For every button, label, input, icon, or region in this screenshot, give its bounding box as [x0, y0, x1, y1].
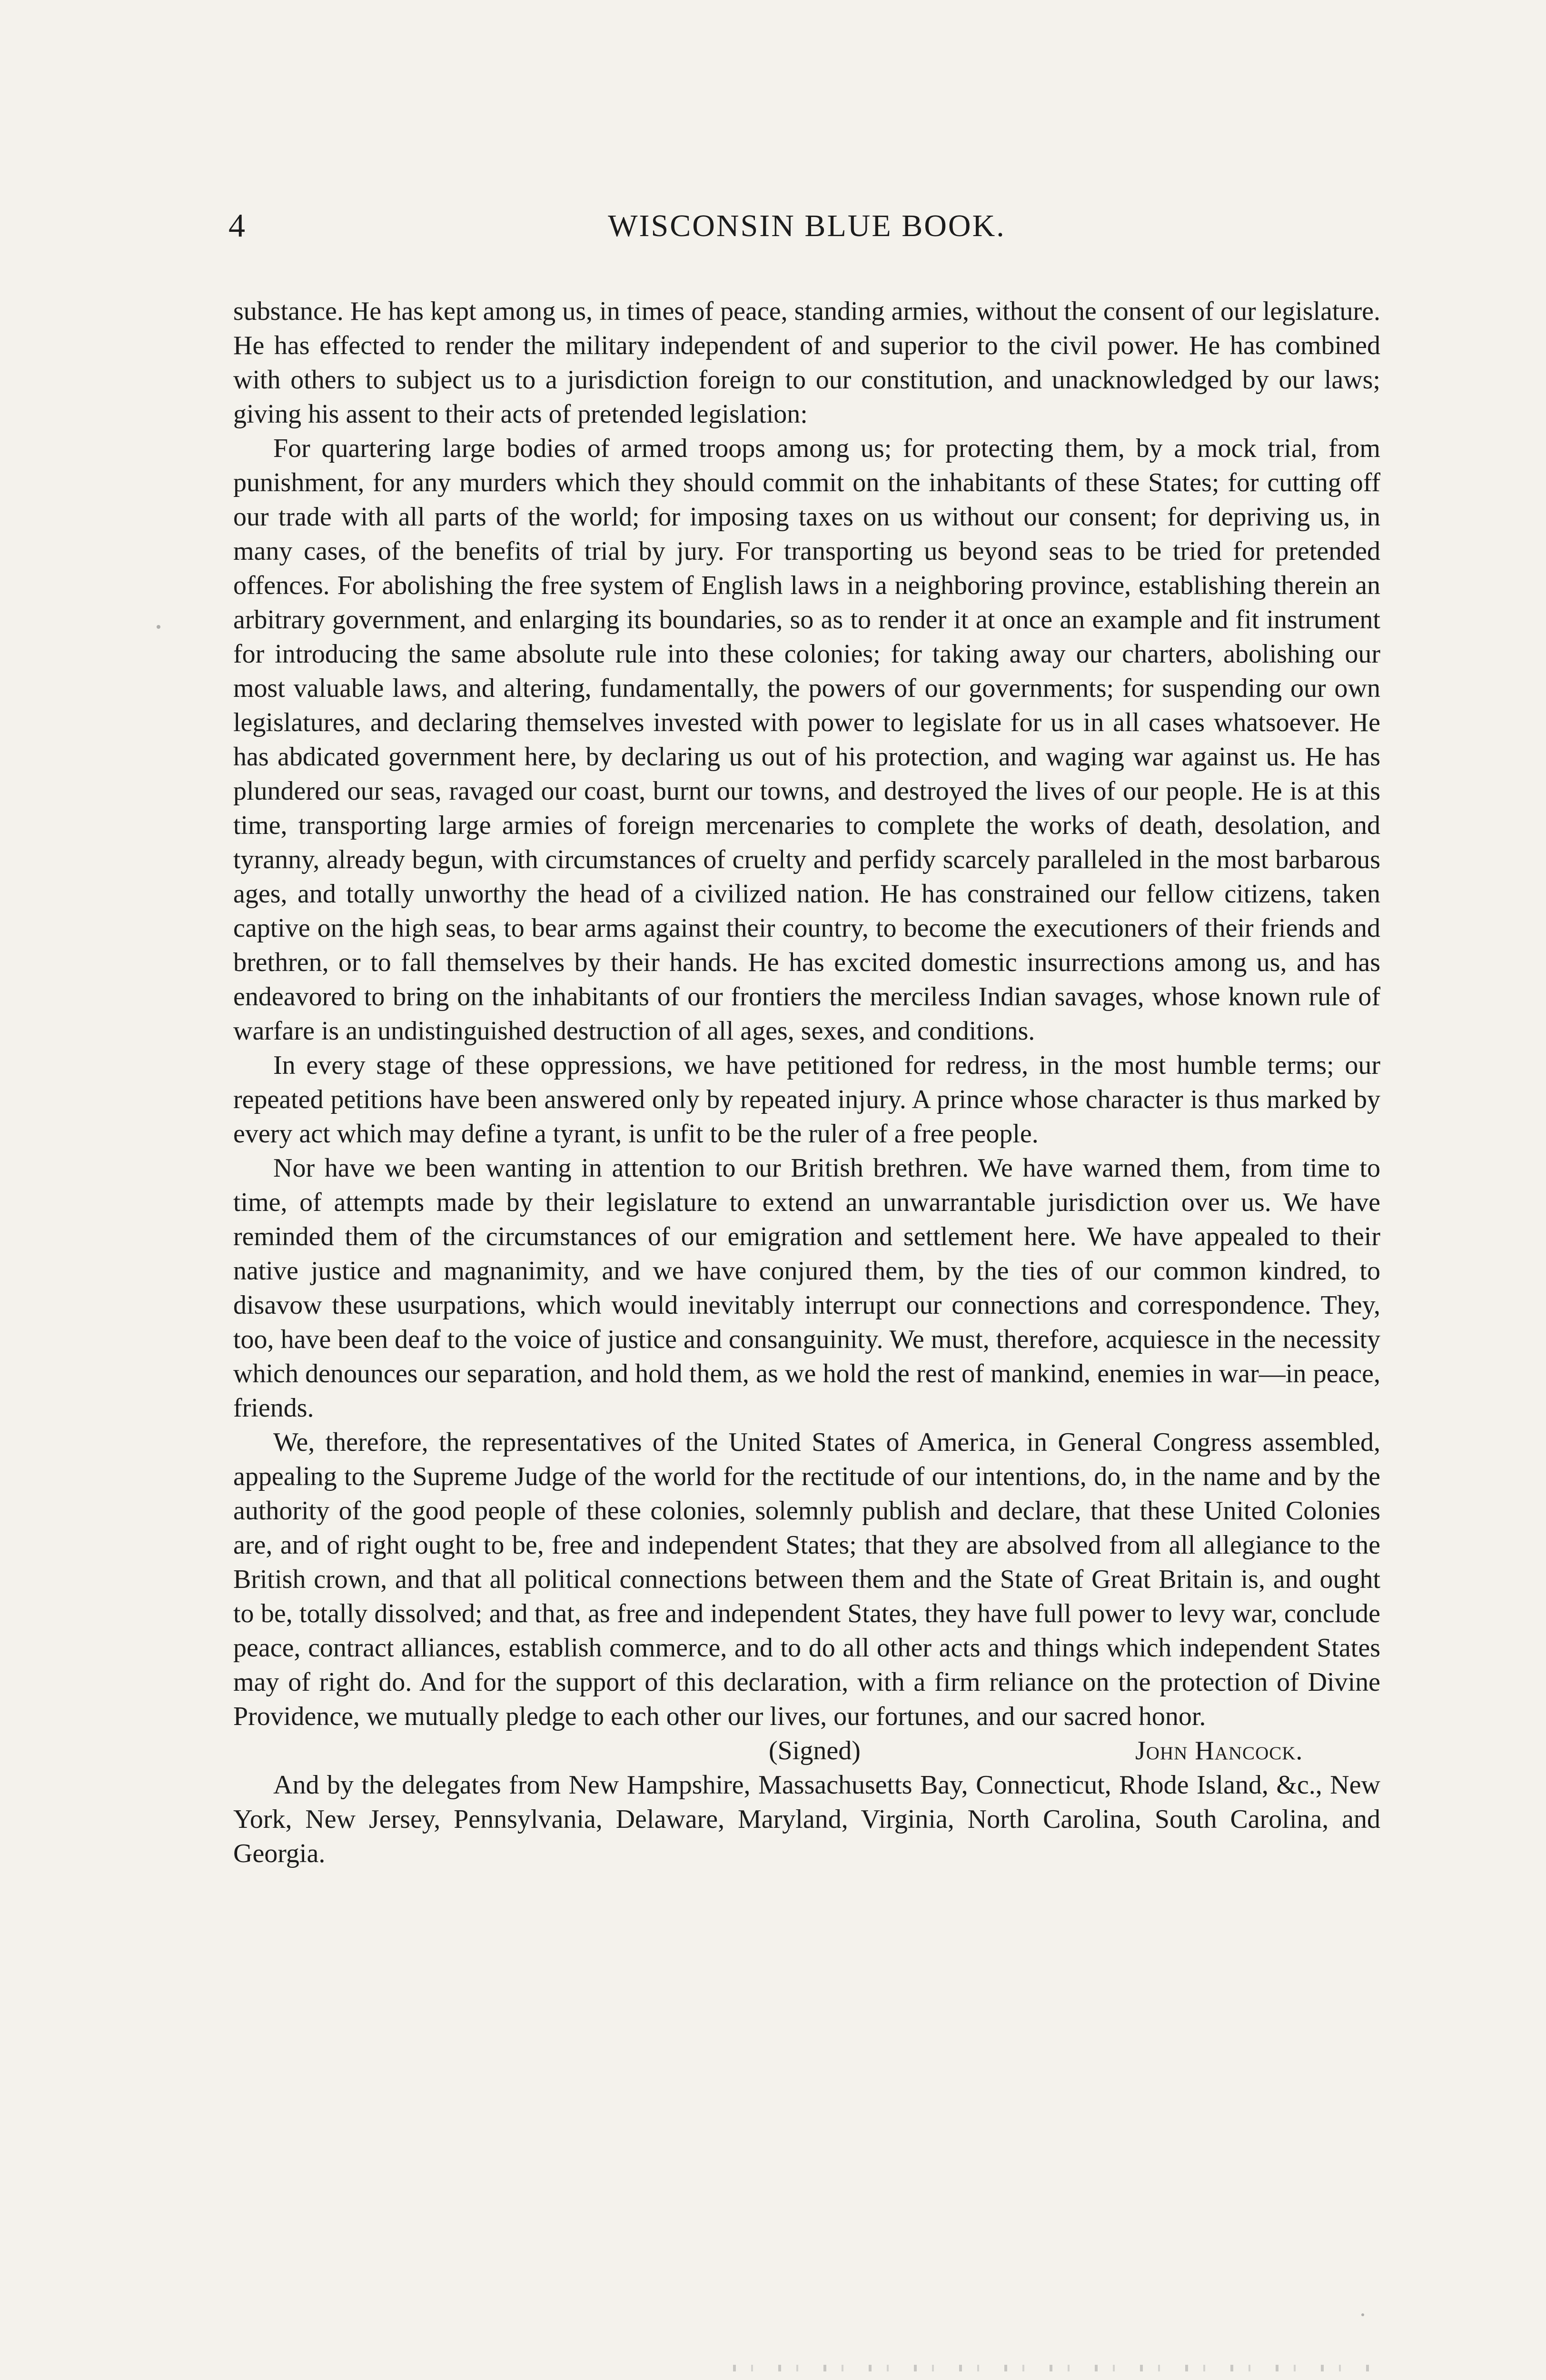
- paragraph-grievances: For quartering large bodies of armed troops among us; for protecting them, by a mock trial, from punishment, for any murders which they should commit on the inhabitants of these States; for cutting off our trade with all parts of the world; for imposing taxes on us without our consent; for depriving us, in many cases, of the benefits of trial by jury. For transporting us beyond seas to be tried for pretended offences. For abolishing the free system of English laws in a neighboring province, establishing therein an arbitrary government, and enlarging its boundaries, so as to render it at once an example and fit instrument for introducing the same absolute rule into these colonies; for taking away our charters, abolishing our most valuable laws, and altering, fundamentally, the powers of our governments; for suspending our own legislatures, and declaring themselves invested with power to legislate for us in all cases whatsoever. He has abdicated government here, by declaring us out of his protection, and waging war against us. He has plundered our seas, ravaged our coast, burnt our towns, and destroyed the lives of our people. He is at this time, transporting large armies of foreign mercenaries to complete the works of death, desolation, and tyranny, already begun, with circumstances of cruelty and perfidy scarcely paralleled in the most barbarous ages, and totally unworthy the head of a civilized nation. He has constrained our fellow citizens, taken captive on the high seas, to bear arms against their country, to become the executioners of their friends and brethren, or to fall themselves by their hands. He has excited domestic insurrections among us, and has endeavored to bring on the inhabitants of our frontiers the merciless Indian savages, whose known rule of warfare is an undistinguished destruction of all ages, sexes, and conditions.: [233, 434, 1380, 1046]
- paragraph-british-brethren: Nor have we been wanting in attention to our British brethren. We have warned them, from time to time, of attempts made by their legislature to extend an unwarrantable jurisdiction over us. We have reminded them of the circumstances of our emigration and settlement here. We have appealed to their native justice and magnanimity, and we have conjured them, by the ties of our common kindred, to disavow these usurpations, which would inevitably interrupt our connections and correspondence. They, too, have been deaf to the voice of justice and consanguinity. We must, therefore, acquiesce in the necessity which denounces our separation, and hold them, as we hold the rest of mankind, enemies in war—in peace, friends.: [233, 1153, 1380, 1423]
- scan-speck: [1361, 2313, 1364, 2316]
- paragraph-delegates: And by the delegates from New Hampshire, Massachusetts Bay, Connecticut, Rhode Island, &c., New York, New Jersey, Pennsylvania, Delaware, Maryland, Virginia, North Carolina, South Carolina, and Georgia.: [233, 1770, 1380, 1868]
- signature-line: [233, 1734, 1380, 1768]
- paragraph-declaration: We, therefore, the representatives of the United States of America, in General Congress assembled, appealing to the Supreme Judge of the world for the rectitude of our intentions, do, in the name and by the authority of the good people of these colonies, solemnly publish and declare, that these United Colonies are, and of right ought to be, free and independent States; that they are absolved from all allegiance to the British crown, and that all political connections between them and the State of Great Britain is, and ought to be, totally dissolved; and that, as free and independent States, they have full power to levy war, conclude peace, contract alliances, establish commerce, and to do all other acts and things which independent States may of right do. And for the support of this declaration, with a firm reliance on the protection of Divine Providence, we mutually pledge to each other our lives, our fortunes, and our sacred honor.: [233, 1428, 1380, 1731]
- signer-name: John Hancock.: [1135, 1736, 1303, 1765]
- paragraph-substance: substance. He has kept among us, in times of peace, standing armies, without the consent of our legislature. He has effected to render the military independent of and superior to the civil power. He has combined with others to subject us to a jurisdiction foreign to our constitution, and unacknowledged by our laws; giving his assent to their acts of pretended legislation:: [233, 297, 1380, 429]
- paragraph-petitions: In every stage of these oppressions, we have petitioned for redress, in the most humble terms; our repeated petitions have been answered only by repeated injury. A prince whose character is thus marked by every act which may define a tyrant, is unfit to be the ruler of a free people.: [233, 1051, 1380, 1149]
- page-number: 4: [228, 208, 245, 244]
- body-text: [233, 294, 1380, 1871]
- scan-noise: [733, 2365, 1380, 2371]
- page-header: [228, 200, 1385, 252]
- running-head: WISCONSIN BLUE BOOK.: [608, 208, 1006, 243]
- scan-speck: [157, 625, 160, 629]
- signed-label: (Signed): [769, 1736, 861, 1765]
